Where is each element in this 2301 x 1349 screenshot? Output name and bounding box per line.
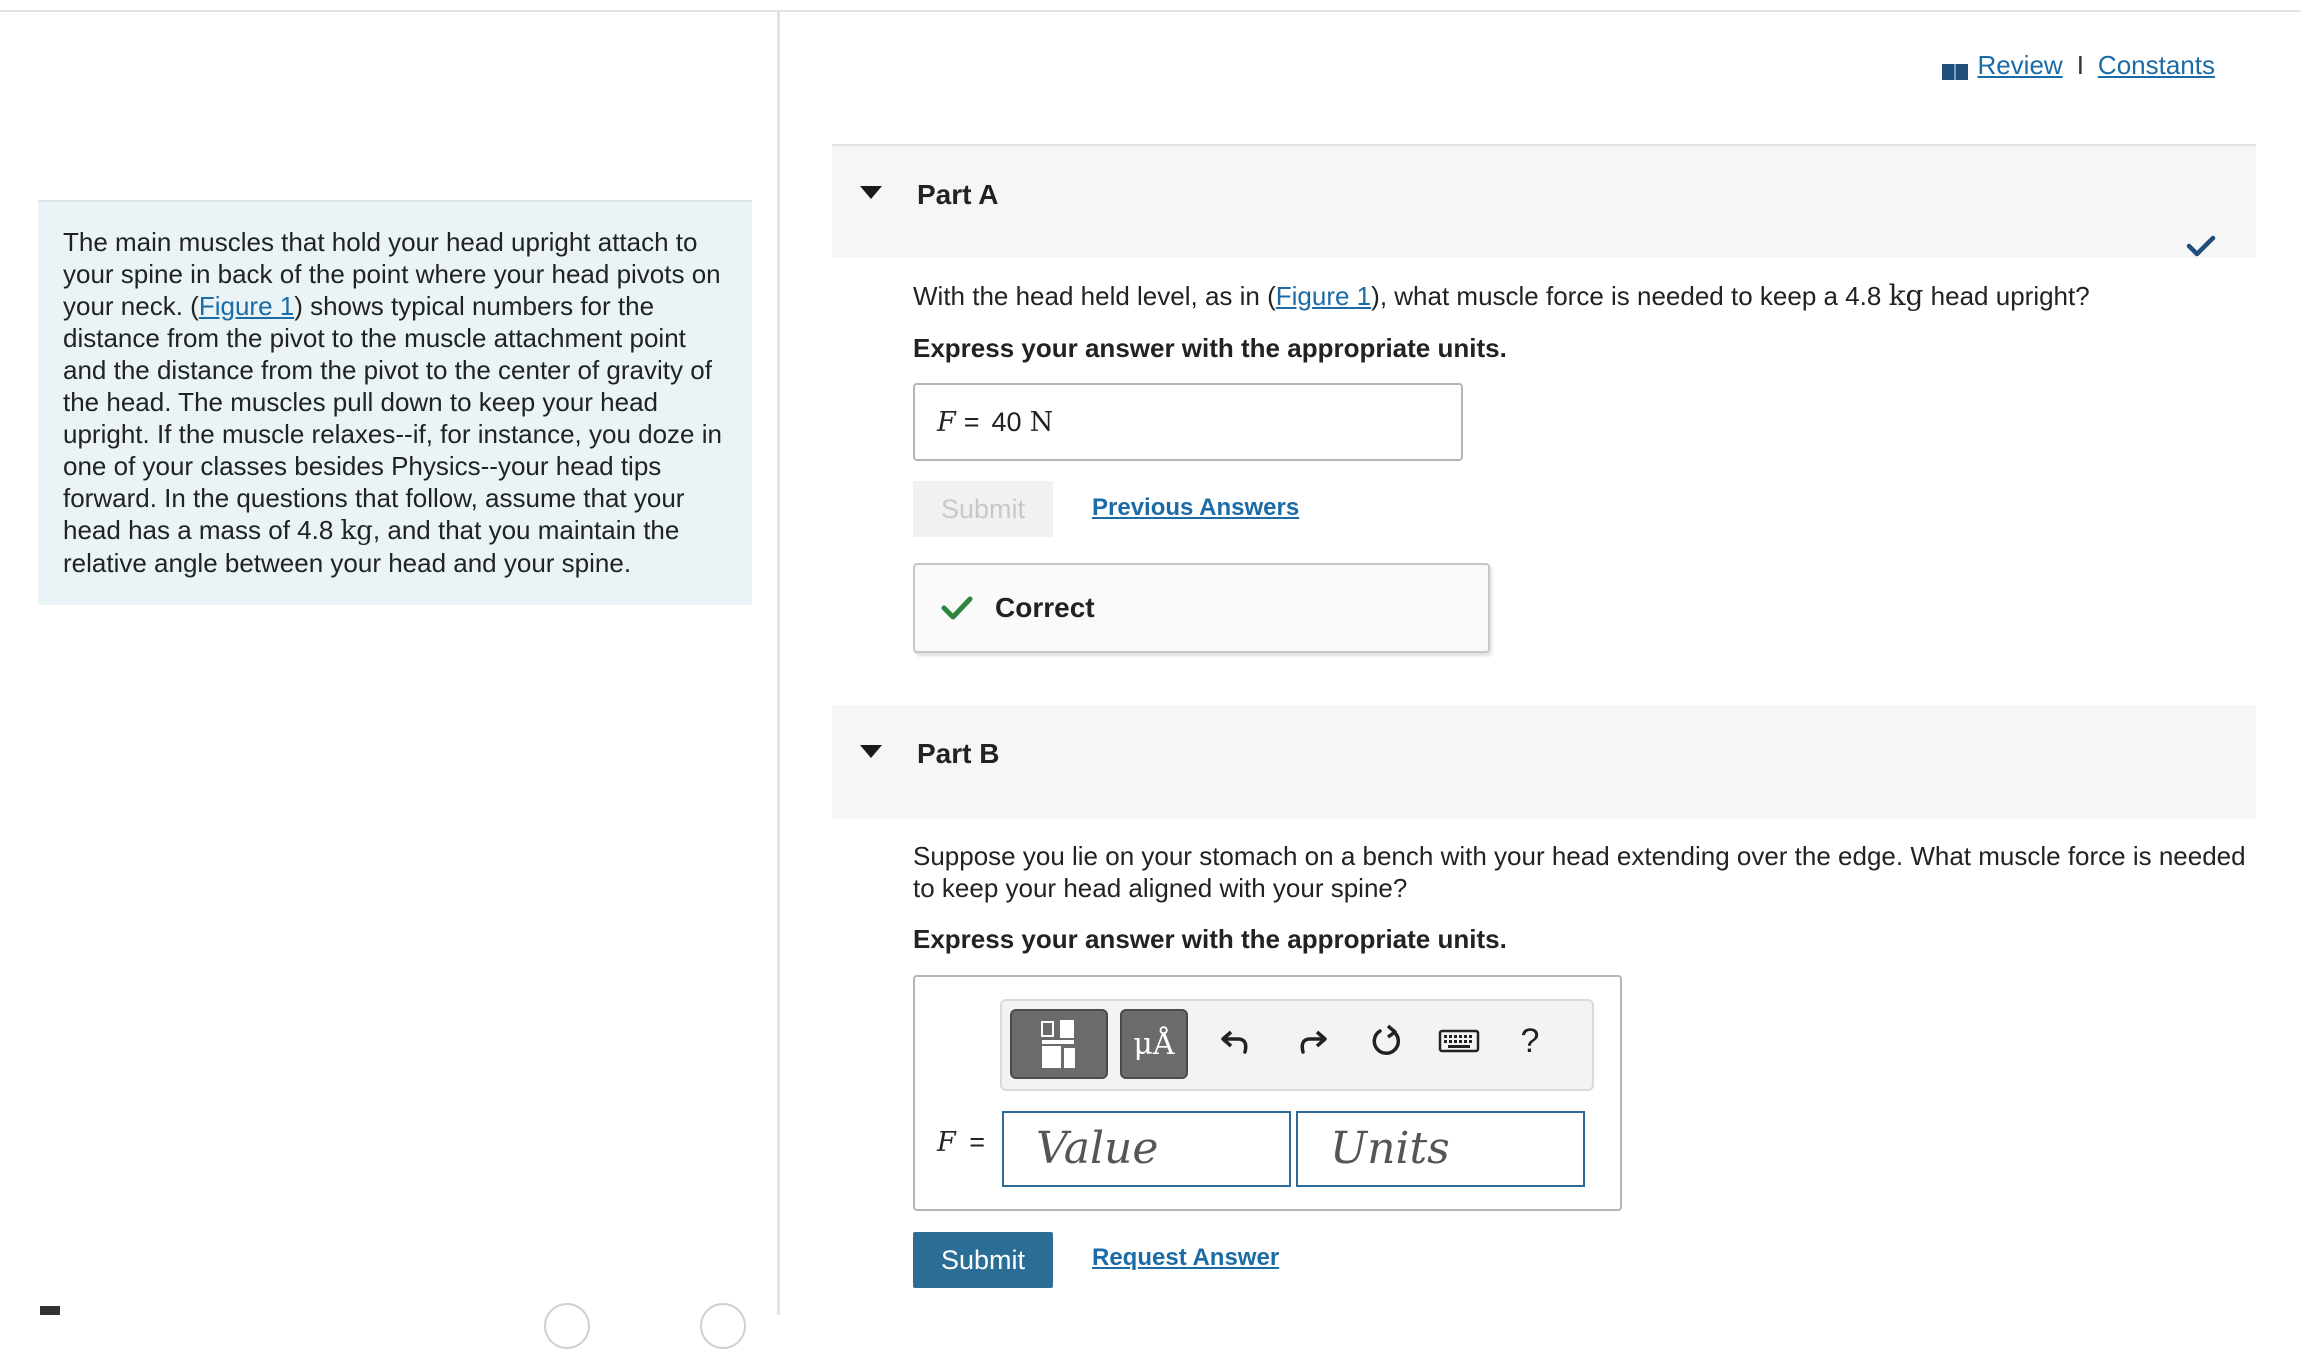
part-a-question-text-2: ), what muscle force is needed to keep a 4.8 [1371,281,1889,311]
intro-text-2: ) shows typical numbers for the distance from the pivot to the muscle attachment point and the distance from the pivot to the center of gravity of the head. The muscles pull down to keep your head upright. If the muscle relaxes--if, for instance, you doze in one of your classes besides Physics--your head tips forward. In the questions that follow, assume that your head has a mass of 4.8 [63,291,722,545]
templates-button[interactable] [1010,1009,1108,1079]
part-a-title: Part A [917,179,999,210]
part-a-question-text-1: With the head held level, as in ( [913,281,1276,311]
intro-text-1: The main muscles that hold your head upright attach to your spine in back of the point where your head pivots on your neck. ( [63,227,721,321]
answer-label [937,1127,985,1158]
help-button[interactable]: ? [1520,1021,1540,1060]
part-a-figure-link[interactable]: Figure 1 [1275,281,1372,311]
part-b-submit-button[interactable]: Submit [913,1232,1053,1288]
part-a-instruction: Express your answer with the appropriate units. [913,333,1507,363]
part-b-instruction: Express your answer with the appropriate units. [913,924,1507,954]
constants-link[interactable]: Constants [2097,50,2215,80]
review-link[interactable]: Review [1977,50,2063,80]
correct-check-icon [941,595,973,621]
units-button[interactable]: μÅ [1120,1009,1188,1079]
intro-text-3: , and that you maintain the relative angle between your head and your spine. [63,515,680,578]
figure-next-button[interactable] [700,1303,746,1349]
book-icon [1941,58,1969,78]
request-answer-link[interactable]: Request Answer [1092,1244,1280,1271]
part-a-question-text-3: head upright? [1923,281,2090,311]
value-input[interactable]: Value [1002,1111,1291,1187]
part-b-header[interactable] [832,705,2256,819]
part-b-title: Part B [917,738,1000,769]
reset-icon[interactable] [1366,1021,1406,1061]
correct-feedback [913,563,1490,653]
intro-unit: kg [340,516,373,546]
header-separator: I [2076,50,2084,80]
panel-divider [777,12,780,1315]
part-a-header[interactable] [832,144,2256,258]
figure-heading-stub [40,1306,60,1315]
top-border [0,10,2301,12]
part-a-question-unit: kg [1888,279,1924,312]
problem-intro [38,200,752,605]
previous-answers-link[interactable]: Previous Answers [1092,494,1300,521]
correct-label: Correct [995,592,1095,623]
answer-unit: N [1029,406,1054,438]
intro-figure-link[interactable]: Figure 1 [198,291,295,321]
collapse-caret-icon[interactable] [860,745,882,758]
templates-icon [1028,1017,1090,1071]
part-a-submit-button: Submit [913,481,1053,537]
part-b-question: Suppose you lie on your stomach on a bench with your head extending over the edge. What muscle force is needed to keep your head aligned with your spine? [913,841,2246,903]
part-a-question [913,280,2253,312]
answer-variable: F [937,1127,956,1158]
answer-equals: = [969,1127,986,1157]
keyboard-icon[interactable] [1436,1021,1482,1061]
answer-variable: F [937,406,956,438]
redo-icon[interactable] [1292,1021,1332,1061]
math-toolbar [1000,999,1594,1091]
part-a-complete-check-icon [2186,234,2216,258]
figure-prev-button[interactable] [544,1303,590,1349]
collapse-caret-icon[interactable] [860,186,882,199]
units-input[interactable]: Units [1296,1111,1585,1187]
header-links [1941,50,2215,81]
answer-value: 40 [991,406,1022,437]
answer-equals: = [963,406,980,437]
part-a-answer-display [913,383,1463,461]
undo-icon[interactable] [1216,1021,1256,1061]
part-b-answer-area [913,975,1622,1211]
